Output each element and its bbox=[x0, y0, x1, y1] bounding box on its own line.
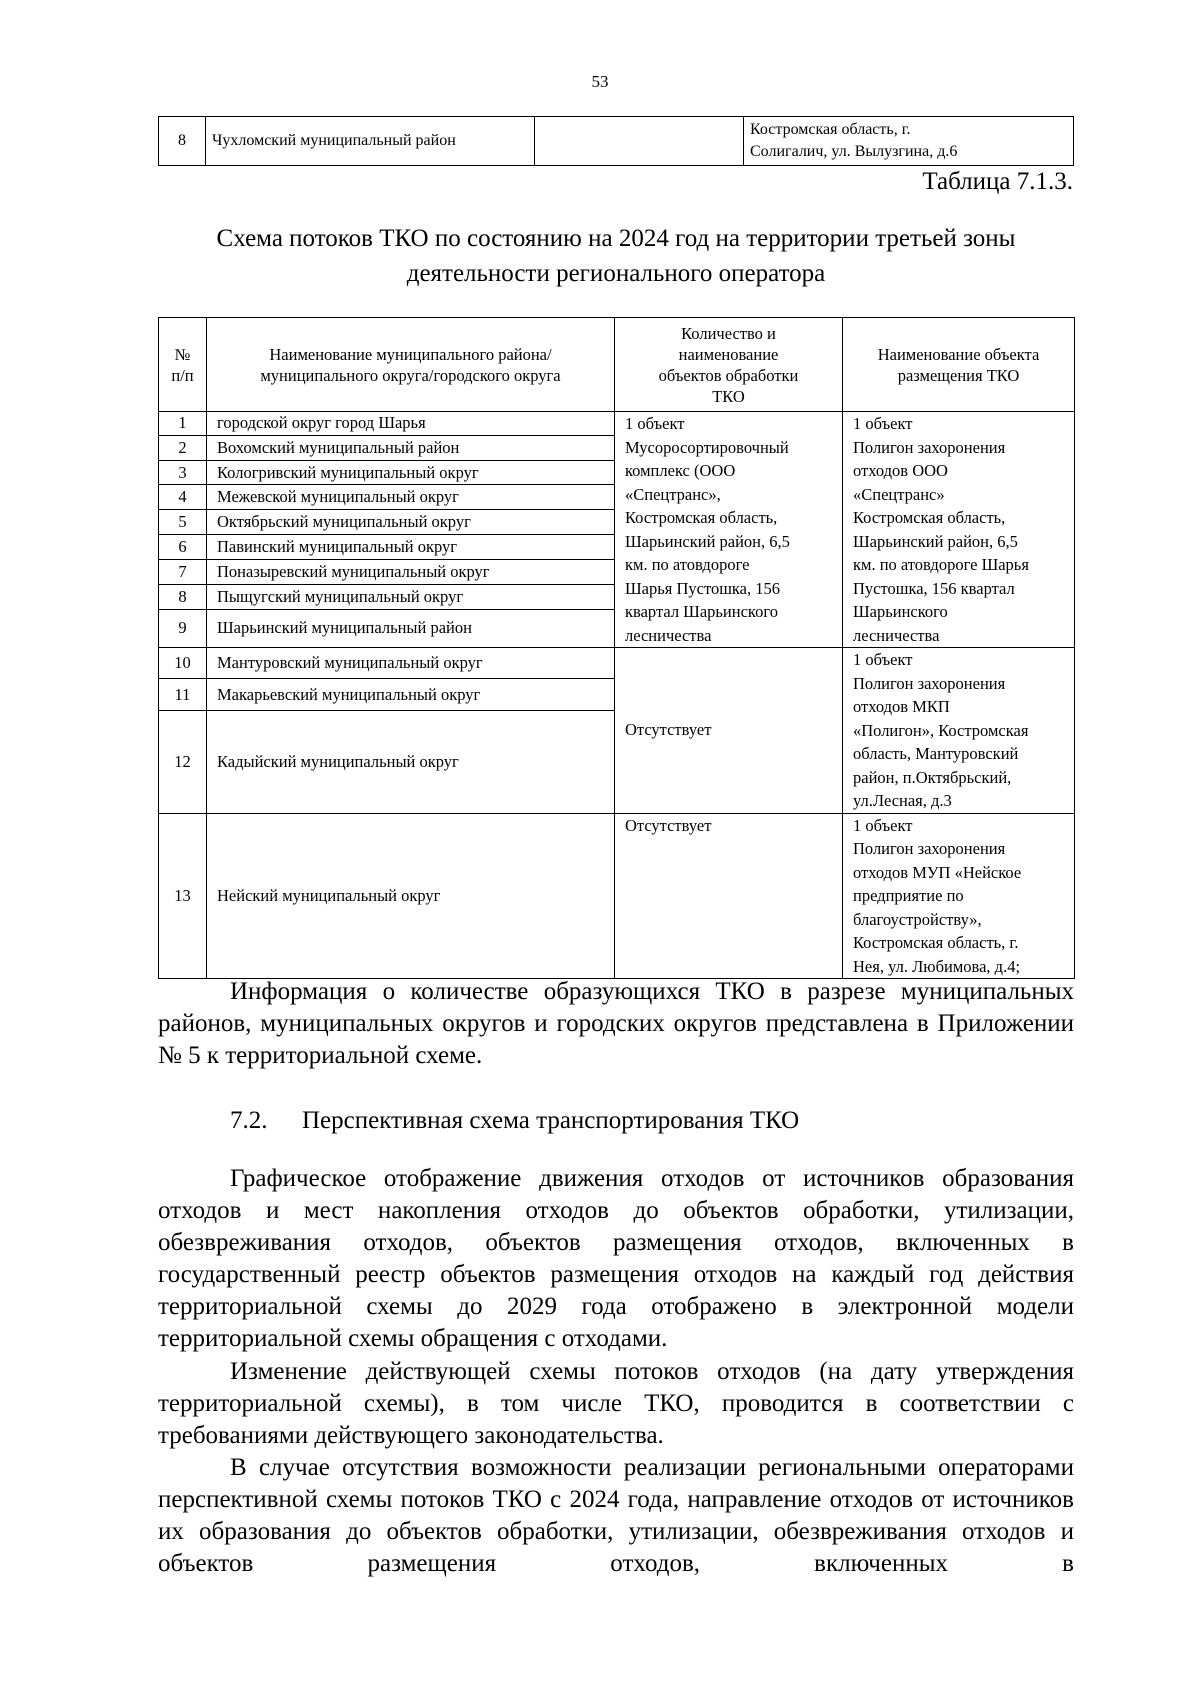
processing-cell: 1 объект Мусоросортировочный комплекс (ООО «Спецтранс», Костромская область, Шарьинский район, 6,5 км. по атовдороге Шарья Пустошка, 156 квартал Шарьинского лесничества bbox=[615, 412, 843, 648]
paragraph: В случае отсутствия возможности реализации региональными операторами перспективной схемы потоков ТКО с 2024 года, направление отходов от источников их образования до объектов обработки, утилизации, обезвреживания отходов и объектов размещения отходов, включенных в bbox=[158, 1454, 1074, 1577]
header-number: № п/п bbox=[159, 318, 207, 412]
table-header-row bbox=[159, 318, 1075, 412]
paragraph: Графическое отображение движения отходов от источников образования отходов и мест накопления отходов до объектов обработки, утилизации, обезвреживания отходов, объектов размещения отходов, включенных в государственный реестр объектов размещения отходов на каждый год действия территориальной схемы до 2029 года отображено в электронной модели территориальной схемы обращения с отходами. bbox=[158, 1165, 1074, 1352]
header-placement-facility: Наименование объекта размещения ТКО bbox=[843, 318, 1075, 412]
header-municipality: Наименование муниципального района/ муниципального округа/городского округа bbox=[207, 318, 615, 412]
table-row: 9 Шарьинский муниципальный район bbox=[159, 609, 1075, 647]
empty-cell bbox=[535, 117, 744, 166]
paragraph: Изменение действующей схемы потоков отходов (на дату утверждения территориальной схемы), в том числе ТКО, проводится в соответствии с требованиями действующего законодательства. bbox=[158, 1358, 1074, 1449]
placement-cell: 1 объект Полигон захоронения отходов МКП «Полигон», Костромская область, Мантуровский район, п.Октябрьский, ул.Лесная, д.3 bbox=[843, 648, 1075, 814]
table-number: Таблица 7.1.3. bbox=[922, 168, 1073, 195]
page-number: 53 bbox=[591, 72, 609, 91]
paragraph: Информация о количестве образующихся ТКО в разрезе муниципальных районов, муниципальных округов и городских округов представлена в Приложении № 5 к территориальной схеме. bbox=[158, 978, 1074, 1069]
facility-address bbox=[744, 117, 1074, 166]
table-row: 6 Павинский муниципальный округ bbox=[159, 535, 1075, 560]
header-processing-facilities: Количество и наименование объектов обработки ТКО bbox=[615, 318, 843, 412]
table-row: 4 Межевской муниципальный округ bbox=[159, 485, 1075, 510]
table-row: 3 Кологривский муниципальный округ bbox=[159, 460, 1075, 485]
table-title bbox=[158, 221, 1074, 291]
section-title: Перспективная схема транспортирования ТКО bbox=[302, 1107, 800, 1134]
section-heading bbox=[230, 1107, 799, 1135]
table-title-line: деятельности регионального оператора bbox=[406, 260, 826, 287]
placement-cell: 1 объект Полигон захоронения отходов МУП «Нейское предприятие по благоустройству», Костромская область, г. Нея, ул. Любимова, д.4; bbox=[843, 813, 1075, 979]
table-row: 2 Вохомский муниципальный район bbox=[159, 435, 1075, 460]
table-row: 13 Нейский муниципальный округ Отсутствует 1 объект Полигон захоронения отходов МУП «Нейское предприятие по благоустройству», Костромская область, г. Нея, ул. Любимова, д.4; bbox=[159, 813, 1075, 979]
table-row: 12 Кадыйский муниципальный округ bbox=[159, 710, 1075, 813]
table-row: 8 Пыщугский муниципальный округ bbox=[159, 584, 1075, 609]
table-row: 7 Поназыревский муниципальный округ bbox=[159, 559, 1075, 584]
table-row: 5 Октябрьский муниципальный округ bbox=[159, 510, 1075, 535]
waste-flow-table bbox=[158, 317, 1075, 979]
address-line: Солигалич, ул. Вылузгина, д.6 bbox=[750, 143, 958, 160]
section-number: 7.2. bbox=[230, 1107, 268, 1134]
processing-cell: Отсутствует bbox=[615, 813, 843, 979]
municipality-name: Чухломский муниципальный район bbox=[206, 117, 535, 166]
table-row bbox=[159, 117, 1074, 166]
row-number: 8 bbox=[159, 117, 206, 166]
table-row: 11 Макарьевский муниципальный округ bbox=[159, 679, 1075, 710]
processing-cell: Отсутствует bbox=[615, 648, 843, 814]
table-row: 1 городской округ город Шарья 1 объект Мусоросортировочный комплекс (ООО «Спецтранс», Костромская область, Шарьинский район, 6,5 км. по атовдороге Шарья Пустошка, 156 квартал Шарьинского лесничества 1 объект Полигон захоронения отходов ООО «Спецтранс» Костромская область, Шарьинский район, 6,5 км. по атовдороге Шарья Пустошка, 156 квартал Шарьинского лесничества bbox=[159, 412, 1075, 436]
table-title-line: Схема потоков ТКО по состоянию на 2024 год на территории третьей зоны bbox=[216, 225, 1016, 252]
placement-cell: 1 объект Полигон захоронения отходов ООО «Спецтранс» Костромская область, Шарьинский район, 6,5 км. по атовдороге Шарья Пустошка, 156 квартал Шарьинского лесничества bbox=[843, 412, 1075, 648]
address-line: Костромская область, г. bbox=[750, 121, 911, 138]
continued-table bbox=[158, 116, 1074, 166]
table-row: 10 Мантуровский муниципальный округ Отсутствует 1 объект Полигон захоронения отходов МКП «Полигон», Костромская область, Мантуровский район, п.Октябрьский, ул.Лесная, д.3 bbox=[159, 648, 1075, 679]
